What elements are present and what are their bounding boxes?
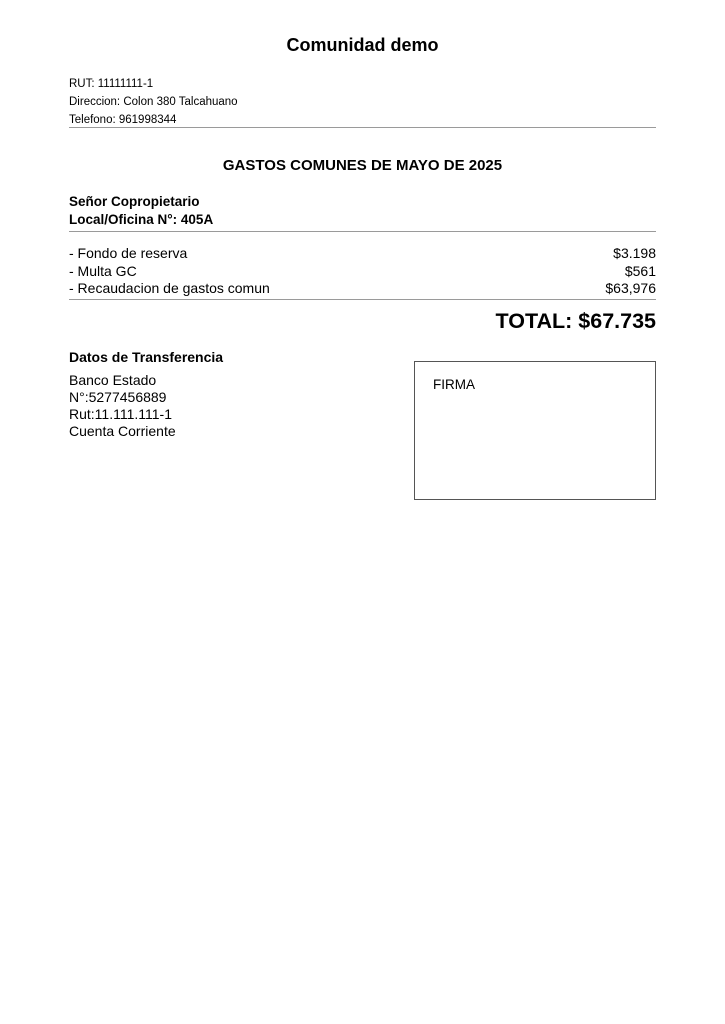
transfer-account-number: N°:5277456889: [69, 389, 167, 405]
signature-label: FIRMA: [433, 377, 475, 392]
charges-list: [69, 245, 656, 298]
header-divider: [69, 127, 656, 128]
community-info: [69, 75, 655, 129]
item-amount: $561: [624, 262, 656, 279]
item-label: - Fondo de reserva: [69, 245, 188, 261]
items-top-divider: [69, 231, 656, 232]
transfer-rut: Rut:11.111.111-1: [69, 406, 172, 422]
item-amount: $3.198: [613, 245, 656, 261]
owner-block: [69, 193, 213, 229]
transfer-account-type: Cuenta Corriente: [69, 423, 176, 439]
community-address: Direccion: Colon 380 Talcahuano: [69, 96, 238, 108]
list-item: [69, 280, 656, 298]
community-title: Comunidad demo: [286, 35, 439, 55]
item-amount: $63,976: [605, 280, 656, 296]
transfer-details: [69, 372, 176, 440]
item-label: - Recaudacion de gastos comun: [69, 280, 270, 296]
total-amount: TOTAL: $67.735: [495, 309, 656, 333]
list-item: [69, 263, 656, 281]
transfer-bank: Banco Estado: [69, 372, 157, 388]
recipient-label: Señor Copropietario: [69, 194, 200, 209]
document-heading: GASTOS COMUNES DE MAYO DE 2025: [222, 157, 503, 174]
community-rut: RUT: 11111111-1: [69, 78, 154, 90]
transfer-title: Datos de Transferencia: [69, 349, 224, 365]
unit-label: Local/Oficina N°: 405A: [69, 212, 214, 227]
items-bottom-divider: [69, 299, 656, 300]
signature-box: [414, 361, 656, 500]
list-item: [69, 245, 656, 263]
community-phone: Telefono: 961998344: [69, 114, 177, 126]
item-label: - Multa GC: [69, 262, 137, 279]
